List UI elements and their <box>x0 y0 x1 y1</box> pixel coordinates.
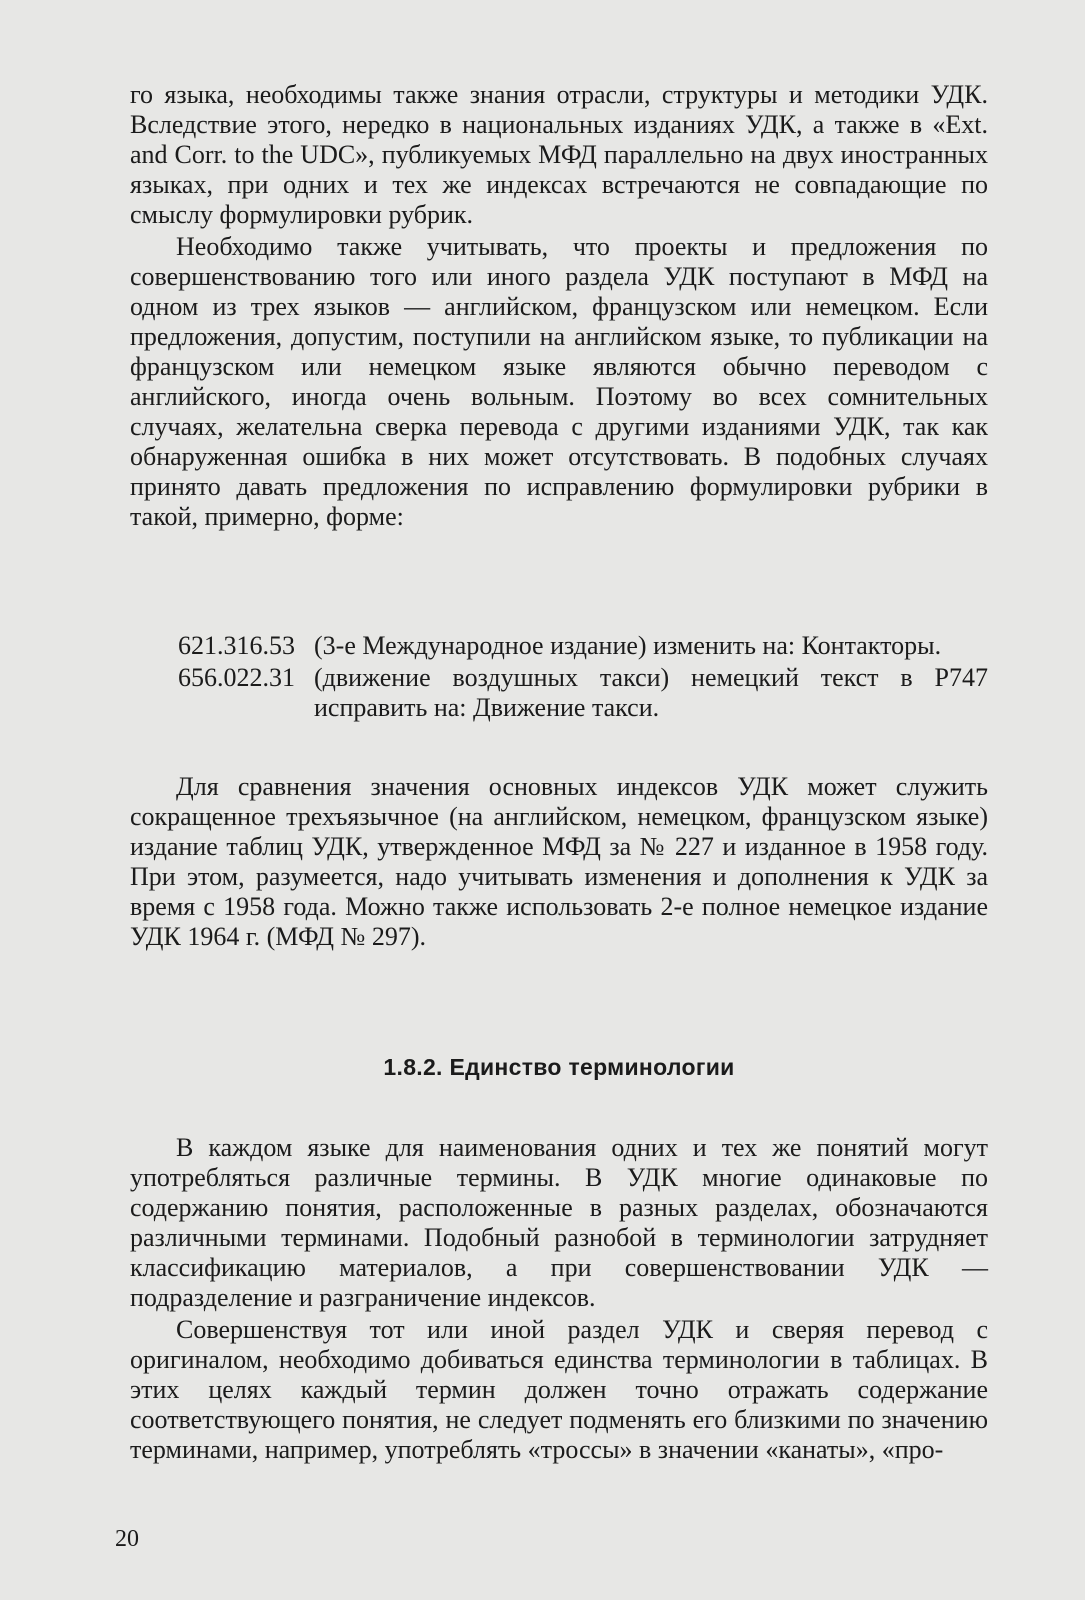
paragraph-terms: В каждом языке для наименования одних и тех же понятий могут употребляться различные термины. В УДК многие одинаковые по содержанию понятия, расположенные в разных разделах, обозначаются различными терминами. Подобный разнобой в терминологии затрудняет классификацию материалов, а при совершенствовании УДК — подразделение и разграничение индексов. <box>130 1133 988 1312</box>
udc-index: 621.316.53 <box>178 631 295 660</box>
paragraph-comparison: Для сравнения значения основных индексов УДК может служить сокращенное трехъязычное (на английском, немецком, французском языке) издание таблиц УДК, утвержденное МФД за № 227 и изданное в 1958 году. При этом, разумеется, надо учитывать изменения и дополнения к УДК за время с 1958 года. Можно также использовать 2-е полное немецкое издание УДК 1964 г. (МФД № 297). <box>130 772 988 951</box>
text-block-middle <box>130 772 988 952</box>
text-block-top <box>130 80 988 532</box>
example-row <box>178 663 988 723</box>
correction-text: (3-е Международное издание) изменить на: Контакторы. <box>314 631 942 660</box>
section-heading: 1.8.2. Единство терминологии <box>383 1054 735 1080</box>
correction-text: (движение воздушных такси) немецкий текст в Р747 исправить на: Движение такси. <box>314 663 988 722</box>
page-number: 20 <box>115 1526 139 1552</box>
text-block-bottom <box>130 1133 988 1465</box>
paragraph-terminology-unity: Совершенствуя тот или иной раздел УДК и сверяя перевод с оригиналом, необходимо добиваться единства терминологии в таблицах. В этих целях каждый термин должен точно отражать содержание соответствующего понятия, не следует подменять его близкими по значению терминами, например, употреблять «троссы» в значении «канаты», «про- <box>130 1315 988 1464</box>
udc-index: 656.022.31 <box>178 663 295 692</box>
paragraph-translation-note: Необходимо также учитывать, что проекты и предложения по совершенствованию того или иного раздела УДК поступают в МФД на одном из трех языков — английском, французском или немецком. Если предложения, допустим, поступили на английском языке, то публикации на французском или немецком языке являются обычно переводом с английского, иногда очень вольным. Поэтому во всех сомнительных случаях, желательна сверка перевода с другими изданиями УДК, так как обнаруженная ошибка в них может отсутствовать. В подобных случаях принято давать предложения по исправлению формулировки рубрики в такой, примерно, форме: <box>130 232 988 531</box>
example-row <box>178 631 988 661</box>
correction-examples <box>178 631 988 723</box>
paragraph-continued: го языка, необходимы также знания отрасли, структуры и методики УДК. Вследствие этого, нередко в национальных изданиях УДК, а также в «Ext. and Corr. to the UDC», публикуемых МФД параллельно на двух иностранных языках, при одних и тех же индексах встречаются не совпадающие по смыслу формулировки рубрик. <box>130 80 988 229</box>
